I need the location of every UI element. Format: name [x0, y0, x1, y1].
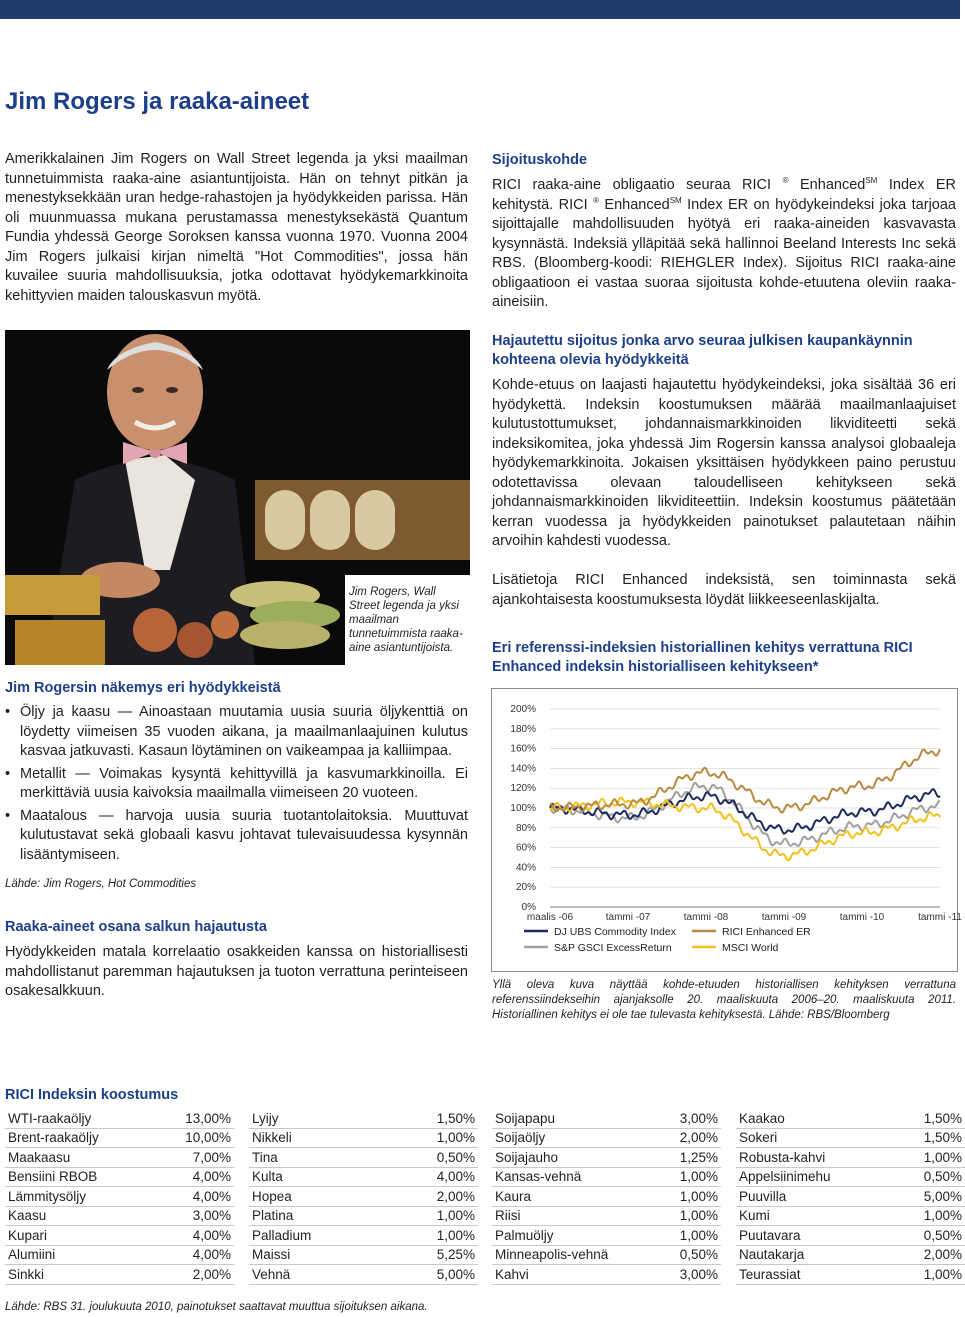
commodity-weight: 1,00%: [625, 1206, 721, 1226]
diversification-text: Hyödykkeiden matala korrelaatio osakkeiden kanssa on historiallisesti mahdollistanut paremman hajautuksen ja tuoton verrattuna perinteiseen osakesalkkuun.: [5, 944, 468, 999]
list-item: • Öljy ja kaasu — Ainoastaan muutamia uusia suuria öljykenttiä on löydetty viimeisen 35 vuoden aikana, ja maailmanlaajuinen kulutus kasvaa jatkuvasti. Kasaun löytäminen on vaikeampaa ja kalliimpaa.: [5, 703, 468, 762]
diversified-text: Kohde-etuus on laajasti hajautettu hyödykeindeksi, joka sisältää 36 eri hyödykettä. Indeksin koostumuksen määrää maailmanlaajuiset kulutustottumukset, johdannaismarkkinoiden likviditeetti sekä indeksikomitea, joka yhdessä Jim Rogersin kanssa analysoi globaaleja hyödykemarkkinoita. Jokaisen yksittäisen hyödykkeen paino perustuu odotettavissa olevaan taloudelliseen kehitykseen sekä johdannaismarkkinoiden likviditeettiin. Indeksin koostumus päätetään kerran vuodessa ja hyödykkeiden painotukset palautetaan näihin arvoihin kahdesti vuodessa.: [492, 377, 956, 549]
table-row: [249, 1206, 478, 1226]
table-row: [249, 1226, 478, 1246]
commodity-weight: 1,00%: [382, 1206, 478, 1226]
commodity-name: Lämmitysöljy: [5, 1187, 138, 1207]
table-row: [736, 1148, 965, 1168]
commodity-name: Robusta-kahvi: [736, 1148, 869, 1168]
commodity-weight: 1,50%: [869, 1109, 965, 1128]
x-tick-label: tammi -11: [918, 912, 962, 923]
commodity-name: Kahvi: [492, 1265, 625, 1285]
table-row: [736, 1128, 965, 1148]
commodity-weight: 4,00%: [382, 1167, 478, 1187]
commodity-weight: 4,00%: [138, 1245, 234, 1265]
commodity-name: Kansas-vehnä: [492, 1167, 625, 1187]
commodity-weight: 5,00%: [869, 1187, 965, 1207]
table-row: [5, 1167, 234, 1187]
y-tick-label: 140%: [510, 763, 536, 775]
table-row: [249, 1128, 478, 1148]
commodity-weight: 2,00%: [625, 1128, 721, 1148]
commodity-weight: 1,00%: [625, 1187, 721, 1207]
commodity-weight: 0,50%: [625, 1245, 721, 1265]
views-source: Lähde: Jim Rogers, Hot Commodities: [5, 878, 197, 890]
commodity-name: Soijaöljy: [492, 1128, 625, 1148]
table-row: [249, 1148, 478, 1168]
composition-column: [736, 1109, 965, 1285]
table-row: [249, 1109, 478, 1128]
commodity-name: Nautakarja: [736, 1245, 869, 1265]
y-tick-label: 40%: [515, 862, 536, 874]
views-list: [5, 703, 468, 868]
commodity-weight: 1,50%: [382, 1109, 478, 1128]
commodity-name: Kaasu: [5, 1206, 138, 1226]
y-tick-label: 200%: [510, 704, 536, 715]
y-tick-label: 60%: [515, 842, 536, 854]
views-heading: Jim Rogersin näkemys eri hyödykkeistä: [5, 680, 281, 696]
list-item: • Maatalous — harvoja uusia suuria tuotantolaitoksia. Muuttuvat kulutustavat sekä globaali kasvu johtavat tulevaisuudessa kysynnän lisääntymiseen.: [5, 807, 468, 866]
commodity-weight: 2,00%: [138, 1265, 234, 1285]
table-row: [5, 1226, 234, 1246]
page-title: Jim Rogers ja raaka-aineet: [5, 88, 310, 115]
table-row: [492, 1226, 721, 1246]
table-row: [736, 1167, 965, 1187]
chart-note: Yllä oleva kuva näyttää kohde-etuuden historiallisen kehityksen verrattuna referenssiindekseihin ajanjaksolle 20. maaliskuuta 2006–20. maaliskuuta 2011. Historiallinen kehitys ei ole tae tulevasta kehityksestä. Lähde: RBS/Bloomberg: [492, 979, 956, 1021]
commodity-name: Maissi: [249, 1245, 382, 1265]
table-row: [492, 1265, 721, 1285]
y-tick-label: 120%: [510, 783, 536, 795]
commodity-name: Kupari: [5, 1226, 138, 1246]
table-row: [5, 1148, 234, 1168]
commodity-weight: 0,50%: [869, 1226, 965, 1246]
table-row: [492, 1245, 721, 1265]
x-tick-label: maalis -06: [526, 912, 574, 923]
commodity-weight: 1,00%: [382, 1226, 478, 1246]
commodity-weight: 1,00%: [625, 1167, 721, 1187]
y-tick-label: 180%: [510, 723, 536, 735]
intro-text: Amerikkalainen Jim Rogers on Wall Street legenda ja yksi maailman tunnetuimmista raaka-aine asiantuntijoista. Hän on tehnyt pitkän ja menestyksekkään uran hedge-rahastojen ja hyödykkeiden parissa. Hän oli muunmuassa mukana perustamassa menestyksekästä Quantum Fundia yhdessä George Soroksen kanssa vuonna 1970. Vuonna 2004 Jim Rogers julkaisi kirjan nimeltä "Hot Commodities", jossa hän kuvailee suuria mahdollisuuksia, jotka odottavat hyödykemarkkinoita kehittyvien maiden talouskasvun myötä.: [5, 151, 468, 304]
diversified-heading: Hajautettu sijoitus jonka arvo seuraa julkisen kaupankäynnin kohteena olevia hyödykkeitä: [492, 333, 913, 368]
chart-heading: Eri referenssi-indeksien historiallinen kehitys verrattuna RICI Enhanced indeksin historialliseen kehitykseen*: [492, 640, 913, 675]
table-row: [736, 1226, 965, 1246]
commodity-weight: 5,00%: [382, 1265, 478, 1285]
commodity-weight: 3,00%: [138, 1206, 234, 1226]
commodity-name: WTI-raakaöljy: [5, 1109, 138, 1128]
commodity-name: Palmuöljy: [492, 1226, 625, 1246]
table-row: [5, 1245, 234, 1265]
table-row: [492, 1167, 721, 1187]
x-tick-label: tammi -07: [605, 912, 651, 923]
commodity-name: Puutavara: [736, 1226, 869, 1246]
commodity-name: Kaura: [492, 1187, 625, 1207]
commodity-name: Kumi: [736, 1206, 869, 1226]
commodity-name: Kulta: [249, 1167, 382, 1187]
commodity-weight: 1,00%: [382, 1128, 478, 1148]
composition-column: [492, 1109, 721, 1285]
commodity-name: Soijajauho: [492, 1148, 625, 1168]
commodity-name: Soijapapu: [492, 1109, 625, 1128]
commodity-name: Puuvilla: [736, 1187, 869, 1207]
commodity-name: Sinkki: [5, 1265, 138, 1285]
commodity-name: Palladium: [249, 1226, 382, 1246]
commodity-weight: 1,00%: [869, 1265, 965, 1285]
table-row: [736, 1245, 965, 1265]
y-tick-label: 160%: [510, 743, 536, 755]
y-tick-label: 20%: [515, 882, 536, 894]
table-row: [492, 1187, 721, 1207]
commodity-name: Vehnä: [249, 1265, 382, 1285]
legend-label: S&P GSCI ExcessReturn: [554, 942, 672, 954]
commodity-weight: 3,00%: [625, 1109, 721, 1128]
commodity-name: Bensiini RBOB: [5, 1167, 138, 1187]
y-tick-label: 80%: [515, 822, 536, 834]
commodity-name: Maakaasu: [5, 1148, 138, 1168]
table-row: [736, 1206, 965, 1226]
table-row: [249, 1187, 478, 1207]
commodity-weight: 2,00%: [869, 1245, 965, 1265]
commodity-weight: 4,00%: [138, 1187, 234, 1207]
table-row: [492, 1128, 721, 1148]
table-row: [5, 1206, 234, 1226]
composition-column: [5, 1109, 234, 1285]
commodity-weight: 1,00%: [869, 1206, 965, 1226]
commodity-weight: 4,00%: [138, 1226, 234, 1246]
commodity-weight: 13,00%: [138, 1109, 234, 1128]
commodity-weight: 10,00%: [138, 1128, 234, 1148]
y-tick-label: 100%: [510, 803, 536, 814]
commodity-name: Riisi: [492, 1206, 625, 1226]
commodity-name: Kaakao: [736, 1109, 869, 1128]
table-source: Lähde: RBS 31. joulukuuta 2010, painotukset saattavat muuttua sijoituksen aikana.: [5, 1301, 428, 1313]
commodity-name: Brent-raakaöljy: [5, 1128, 138, 1148]
more-info-text: Lisätietoja RICI Enhanced indeksistä, sen toiminnasta sekä ajankohtaisesta koostumuksesta löydät liikkeeseenlaskijalta.: [492, 572, 956, 608]
commodity-name: Appelsiinimehu: [736, 1167, 869, 1187]
commodity-name: Tina: [249, 1148, 382, 1168]
commodity-name: Minneapolis-vehnä: [492, 1245, 625, 1265]
chart-svg: [492, 689, 962, 971]
legend-label: MSCI World: [722, 942, 779, 954]
list-item: • Metallit — Voimakas kysyntä kehittyvillä ja kasvumarkkinoilla. Ei merkittäviä uusia kaivoksia maailmalla viimeiseen 20 vuoteen.: [5, 765, 468, 804]
table-row: [5, 1187, 234, 1207]
commodity-name: Hopea: [249, 1187, 382, 1207]
commodity-weight: 1,00%: [625, 1226, 721, 1246]
commodity-weight: 0,50%: [382, 1148, 478, 1168]
table-row: [736, 1265, 965, 1285]
commodity-name: Platina: [249, 1206, 382, 1226]
commodity-weight: 1,25%: [625, 1148, 721, 1168]
table-row: [5, 1128, 234, 1148]
commodity-weight: 5,25%: [382, 1245, 478, 1265]
table-row: [736, 1109, 965, 1128]
series-line: [550, 749, 940, 812]
table-row: [5, 1265, 234, 1285]
y-tick-label: 0%: [521, 902, 536, 913]
commodity-weight: 2,00%: [382, 1187, 478, 1207]
legend-label: DJ UBS Commodity Index: [554, 926, 676, 938]
table-row: [492, 1109, 721, 1128]
x-tick-label: tammi -09: [761, 912, 807, 923]
commodity-name: Alumiini: [5, 1245, 138, 1265]
table-row: [492, 1148, 721, 1168]
table-row: [492, 1206, 721, 1226]
commodity-weight: 0,50%: [869, 1167, 965, 1187]
commodity-name: Nikkeli: [249, 1128, 382, 1148]
diversification-heading: Raaka-aineet osana salkun hajautusta: [5, 919, 267, 935]
x-tick-label: tammi -08: [683, 912, 729, 923]
commodity-weight: 1,50%: [869, 1128, 965, 1148]
commodity-name: Teurassiat: [736, 1265, 869, 1285]
legend-label: RICI Enhanced ER: [722, 926, 811, 938]
x-tick-label: tammi -10: [839, 912, 885, 923]
table-row: [736, 1187, 965, 1207]
table-row: [5, 1109, 234, 1128]
commodity-weight: 7,00%: [138, 1148, 234, 1168]
commodity-weight: 1,00%: [869, 1148, 965, 1168]
commodity-weight: 3,00%: [625, 1265, 721, 1285]
table-row: [249, 1245, 478, 1265]
composition-column: [249, 1109, 478, 1285]
commodity-name: Sokeri: [736, 1128, 869, 1148]
table-heading: RICI Indeksin koostumus: [5, 1087, 179, 1103]
target-text: RICI raaka-aine obligaatio seuraa RICI ® Enhanced℠ Index ER kehitystä. RICI ® Enhanced℠ Index ER on hyödykeindeksi joka tarjoaa sijoittajalle mahdollisuuden hyötyä eri raaka-aineiden kasvavasta kysynnästä. Indeksiä ylläpitää sekä hallinnoi Beeland Interests Inc sekä RBS. (Bloomberg-koodi: RIEHGLER Index). Sijoitus RICI raaka-aine obligaatioon ei vastaa suoraa sijoitusta kohde-etuutena oleviin raaka-aineisiin.: [492, 176, 956, 310]
commodity-name: Lyijy: [249, 1109, 382, 1128]
index-chart: [491, 688, 962, 972]
top-bar: [0, 0, 960, 19]
commodity-weight: 4,00%: [138, 1167, 234, 1187]
target-heading: Sijoituskohde: [492, 152, 588, 168]
table-row: [249, 1265, 478, 1285]
table-row: [249, 1167, 478, 1187]
photo-caption: Jim Rogers, Wall Street legenda ja yksi maailman tunnetuimmista raaka-aine asiantuntijoista.: [349, 586, 463, 654]
